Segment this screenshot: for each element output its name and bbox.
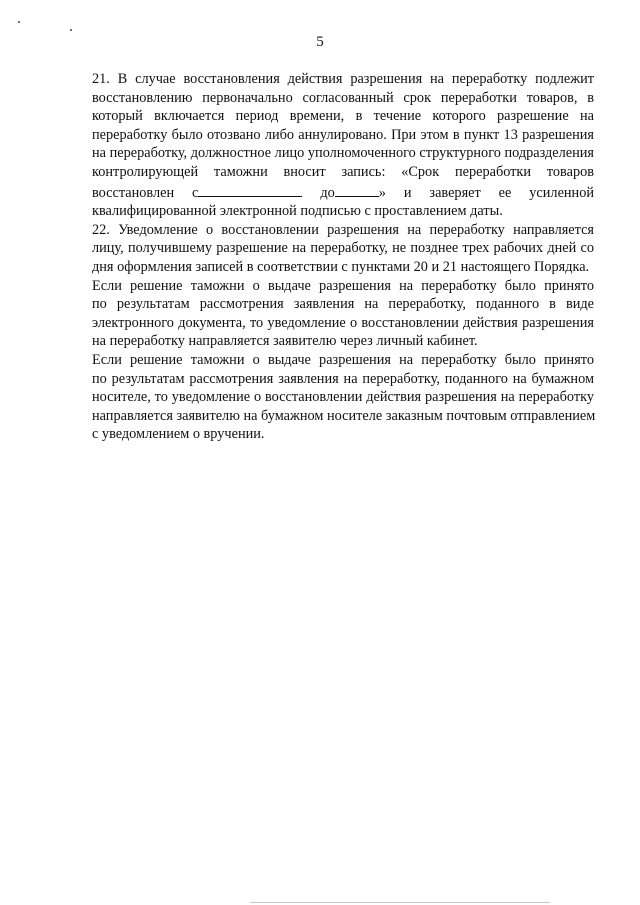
text-line: квалифицированной электронной подписью с проставлением даты. [92,203,503,220]
text-line: контролирующей таможни вносит запись: «Срок переработки товаров [92,163,594,180]
text-line: по результатам рассмотрения заявления на переработку, поданного на бумажном [92,370,594,387]
scan-artifact [18,21,20,23]
text-line: дня оформления записей в соответствии с пунктами 20 и 21 настоящего Порядка. [92,258,590,275]
paragraph-electronic [62,277,594,351]
text-fragment: до [320,184,335,201]
scan-edge-line [250,902,550,903]
scan-artifact [70,29,72,31]
page-number: 5 [316,34,324,50]
text-line: переработку было отозвано либо аннулировано. При этом в пункт 13 разрешения [92,126,594,143]
date-blank-from [198,182,302,197]
text-line-with-blanks [62,182,594,203]
text-line: восстановлению первоначально согласованный срок переработки товаров, в [92,89,594,106]
text-line: с уведомлением о вручении. [92,426,265,443]
text-line: который включается период времени, в течение которого разрешение на [92,108,594,125]
text-line: на переработку, должностное лицо уполномоченного структурного подразделения [92,145,594,162]
text-fragment: » и заверяет ее усиленной [378,184,595,201]
text-fragment: восстановлен с [92,184,199,201]
date-blank-to [335,182,379,197]
paragraph-22 [62,221,594,277]
document-body [62,70,594,444]
text-line: носителе, то уведомление о восстановлении действия разрешения на переработку [92,389,594,406]
text-line: направляется заявителю на бумажном носителе заказным почтовым отправлением [92,407,596,424]
text-line: электронного документа, то уведомление о восстановлении действия разрешения [92,314,594,331]
text-line: лицу, получившему разрешение на переработку, не позднее трех рабочих дней со [92,240,594,257]
text-line: по результатам рассмотрения заявления на переработку, поданного в виде [92,296,594,313]
text-line: 21. В случае восстановления действия разрешения на переработку подлежит [92,71,594,87]
text-line: Если решение таможни о выдаче разрешения на переработку было принято [92,351,594,368]
text-line: 22. Уведомление о восстановлении разрешения на переработку направляется [92,221,594,238]
text-line: Если решение таможни о выдаче разрешения на переработку было принято [92,277,594,294]
text-line: на переработку направляется заявителю через личный кабинет. [92,333,478,350]
paragraph-paper [62,351,594,444]
paragraph-21 [62,70,594,221]
